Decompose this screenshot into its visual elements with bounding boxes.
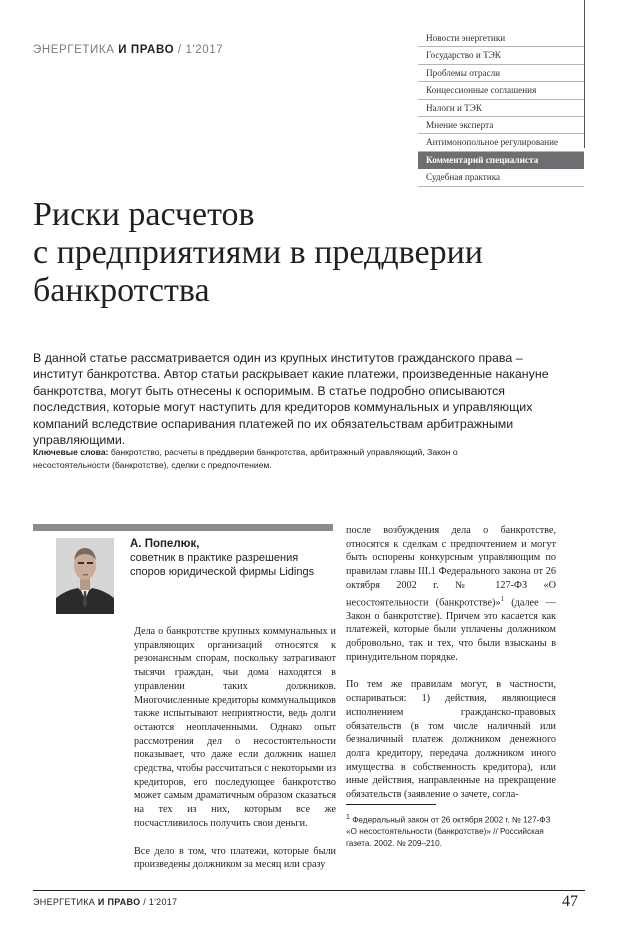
nav-item-court-practice[interactable]: Судебная практика xyxy=(418,169,584,186)
footer-journal-part1: ЭНЕРГЕТИКА xyxy=(33,897,96,907)
journal-header xyxy=(33,44,223,56)
body-paragraph: Все дело в том, что платежи, которые были произведены должником за месяц или сразу xyxy=(134,845,336,871)
article-keywords xyxy=(33,446,503,472)
article-title xyxy=(33,196,573,310)
body-paragraph xyxy=(346,524,556,664)
page-number: 47 xyxy=(562,893,578,910)
footnote-rule xyxy=(346,804,436,805)
footnote-text: Федеральный закон от 26 октября 2002 г. № 127-ФЗ «О несостоятельности (банкротстве)» // Российская газета. 2002. № 209–210. xyxy=(346,815,551,848)
footer-journal xyxy=(33,897,177,907)
journal-name-part1: ЭНЕРГЕТИКА xyxy=(33,44,115,56)
body-paragraph: По тем же правилам могут, в частности, оспариваться: 1) действия, являющиеся исполнением гражданско-правовых обязательств (в том числе наличный или безналичный платеж должником денежного долга кредитору, передача должником иного имущества в собственность кредитора), или иные действия, направленные на прекращение обязательств (заявление о зачете, согла- xyxy=(346,679,556,801)
nav-item-concessions[interactable]: Концессионные соглашения xyxy=(418,82,584,99)
footnote-reference[interactable]: 1 xyxy=(500,594,505,603)
title-line-2: с предприятиями в преддверии xyxy=(33,234,483,271)
nav-item-state-fec[interactable]: Государство и ТЭК xyxy=(418,47,584,64)
journal-issue: / 1'2017 xyxy=(177,44,224,56)
journal-name-part2: И ПРАВО xyxy=(118,44,175,56)
keywords-text: банкротство, расчеты в преддверии банкротства, арбитражный управляющий, Закон о несостоятельности (банкротстве), сделки с предпочтением. xyxy=(33,447,458,470)
author-photo xyxy=(56,538,114,614)
keywords-label: Ключевые слова: xyxy=(33,447,109,457)
title-line-1: Риски расчетов xyxy=(33,196,255,233)
nav-item-expert-opinion[interactable]: Мнение эксперта xyxy=(418,117,584,134)
author-role: советник в практике разрешения споров юридической фирмы Lidings xyxy=(130,552,315,578)
nav-item-taxes[interactable]: Налоги и ТЭК xyxy=(418,100,584,117)
body-column-right xyxy=(346,524,556,816)
body-text: после возбуждения дела о банкротстве, относятся к сделкам с предпочтением и могут быть оспорены конкурсным управляющим по правилам главы III.1 Федерального закона от 26 октября 2002 г. № 127-ФЗ «О несостоятельности (банкротстве)» xyxy=(346,525,556,608)
nav-item-industry-problems[interactable]: Проблемы отрасли xyxy=(418,65,584,82)
author-name: А. Попелюк, xyxy=(130,538,200,550)
body-text: (далее — Закон о банкротстве). Причем это касается как платежей, которые были уплачены должником добровольно, так и тех, что были взысканы в принудительном порядке. xyxy=(346,596,556,663)
nav-item-specialist-comment[interactable]: Комментарий специалиста xyxy=(418,152,584,169)
footer-issue: / 1'2017 xyxy=(143,897,178,907)
footer-rule xyxy=(33,890,585,891)
author-bar xyxy=(33,524,333,531)
nav-divider-line xyxy=(584,0,585,148)
title-line-3: банкротства xyxy=(33,272,210,309)
body-paragraph: Дела о банкротстве крупных коммунальных и управляющих организаций относятся к резонансным спорам, поскольку затрагивают тысячи граждан, чьи дома находятся в управлении таких должников. Многочисленные кредиторы коммунальщиков также испытывают неприятности, ведь долги остаются неоплаченными. Однако опыт рассмотрения дел о несостоятельности показывает, что даже если должник нашел средства, чтобы рассчитаться с некоторыми из кредиторов, его последующее банкротство может самым драматичным образом сказаться на тех из них, которым все же посчастливилось получить свои деньги. xyxy=(134,626,336,829)
footnote-mark: 1 xyxy=(346,814,350,821)
footnote xyxy=(346,812,556,849)
nav-item-antimonopoly[interactable]: Антимонопольное регулирование xyxy=(418,134,584,151)
author-portrait-icon xyxy=(56,538,114,614)
section-nav xyxy=(418,30,584,187)
footer-journal-part2: И ПРАВО xyxy=(97,897,141,907)
article-lead: В данной статье рассматривается один из крупных институтов гражданского права – институт банкротства. Автор статьи раскрывает какие платежи, произведенные накануне банкротства, могут быть отнесены к оспоримым. В статье подробно описываются последствия, которые могут наступить для кредиторов коммунальных и управляющих компаний вследствие оспаривания платежей по их обязательствам арбитражными управляющими. xyxy=(33,351,549,448)
nav-item-news[interactable]: Новости энергетики xyxy=(418,30,584,47)
body-column-left xyxy=(134,625,336,886)
